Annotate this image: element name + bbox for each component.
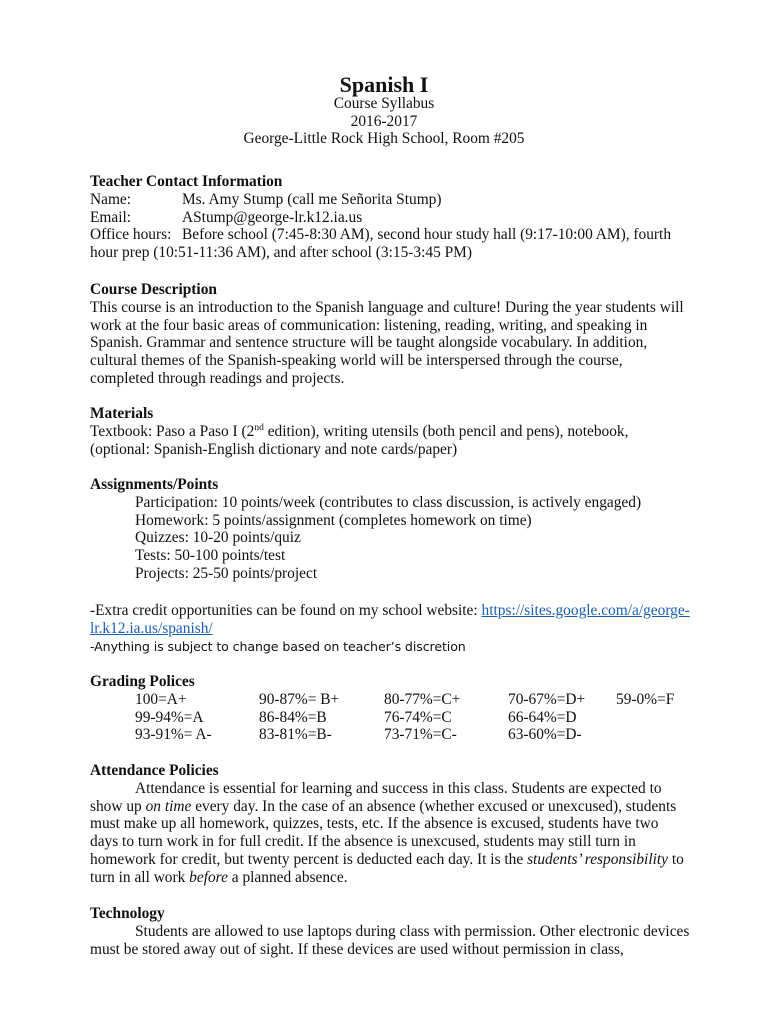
school-year: 2016-2017 (350, 112, 418, 130)
office-hours-label: Office hours: (90, 226, 172, 244)
name-label: Name: (90, 190, 132, 208)
school-website-link-continued[interactable]: lr.k12.ia.us/spanish/ (90, 619, 213, 637)
attendance-t2: every day. In the case of an absence (whether excused or unexcused), students must make up all homework, quizzes, tests, etc. If the absence is excused, students have two days to turn work in for full credit. If the absence is unexcused, students may still turn in homework for credit, but twenty percent is deducted each day. It is the (90, 797, 677, 868)
grade-cell: 59-0%=F (616, 690, 675, 708)
grade-cell: 100=A+ (135, 690, 187, 708)
technology-heading: Technology (90, 905, 165, 922)
grade-cell: 66-64%=D (508, 708, 577, 726)
contact-section (90, 173, 690, 262)
email-row (90, 209, 690, 227)
attendance-em2: students’ responsibility (527, 850, 668, 868)
grade-cell: 90-87%= B+ (259, 690, 340, 708)
grade-row (135, 726, 674, 744)
extra-credit-line (90, 602, 690, 620)
attendance-heading: Attendance Policies (90, 762, 219, 779)
school-info: George-Little Rock High School, Room #205 (243, 130, 525, 148)
grade-cell: 83-81%=B- (259, 726, 332, 744)
assignment-item: Projects: 25-50 points/project (135, 564, 318, 582)
grade-row (135, 691, 674, 709)
technology-section (90, 905, 690, 958)
school-website-link[interactable]: https://sites.google.com/a/george- (481, 602, 690, 619)
grading-section (90, 673, 690, 744)
assignment-item: Homework: 5 points/assignment (completes homework on time) (135, 511, 532, 529)
name-row (90, 191, 690, 209)
assignment-item: Quizzes: 10-20 points/quiz (135, 529, 301, 547)
grade-row (135, 709, 674, 727)
grade-cell: 63-60%=D- (508, 726, 582, 744)
email-label: Email: (90, 208, 132, 226)
contact-heading: Teacher Contact Information (90, 173, 283, 190)
subject-to-change-note: -Anything is subject to change based on teacher’s discretion (90, 638, 466, 654)
materials-sup: nd (254, 422, 264, 433)
grading-table (135, 691, 674, 744)
attendance-text (90, 780, 690, 887)
assignment-item: Participation: 10 points/week (contributes to class discussion, is actively engaged) (135, 493, 642, 511)
materials-text-a: Textbook: Paso a Paso I (2 (90, 422, 255, 440)
attendance-t3: to turn in all work (90, 850, 684, 886)
extra-credit-text: -Extra credit opportunities can be found on my school website: (90, 602, 482, 619)
materials-section (90, 405, 690, 458)
grade-cell: 73-71%=C- (384, 726, 457, 744)
name-value: Ms. Amy Stump (call me Señorita Stump) (182, 190, 442, 208)
grading-heading: Grading Polices (90, 673, 195, 690)
page-title: Spanish I (339, 72, 429, 97)
link-continued (90, 620, 690, 638)
assignment-item: Tests: 50-100 points/test (135, 547, 286, 565)
office-hours-row (90, 226, 690, 244)
materials-text-b: edition), writing utensils (both pencil and pens), notebook, (263, 422, 629, 440)
grade-cell: 76-74%=C (384, 708, 452, 726)
office-hours-value: Before school (7:45-8:30 AM), second hour study hall (9:17-10:00 AM), fourth (182, 226, 672, 244)
attendance-em3: before (189, 868, 228, 886)
notes-section (90, 602, 690, 655)
grade-cell (616, 726, 674, 744)
grade-cell (616, 709, 674, 727)
description-section (90, 281, 690, 388)
attendance-em1: on time (145, 797, 192, 815)
assignments-heading: Assignments/Points (90, 476, 219, 493)
attendance-t4: a planned absence. (227, 868, 348, 886)
email-value: AStump@george-lr.k12.ia.us (182, 208, 363, 226)
description-heading: Course Description (90, 281, 217, 298)
attendance-section (90, 762, 690, 887)
assignments-section (90, 476, 690, 583)
grade-cell: 86-84%=B (259, 708, 327, 726)
materials-line1 (90, 423, 690, 441)
materials-heading: Materials (90, 405, 154, 422)
grade-cell: 80-77%=C+ (384, 690, 461, 708)
office-hours-continued: hour prep (10:51-11:36 AM), and after school (3:15-3:45 PM) (90, 244, 472, 262)
document-header (0, 72, 768, 148)
description-text: This course is an introduction to the Spanish language and culture! During the year students will work at the four basic areas of communication: listening, reading, writing, and speaking in Spanish. Grammar and sentence structure will be taught alongside vocabulary. In addition, cultural themes of the Spanish-speaking world will be interspersed through the course, completed through readings and projects. (90, 298, 684, 387)
attendance-t1: Attendance is essential for learning and success in this class. Students are expected to show up (90, 779, 662, 815)
materials-line2: (optional: Spanish-English dictionary and note cards/paper) (90, 440, 458, 458)
subtitle: Course Syllabus (333, 94, 435, 112)
technology-text: Students are allowed to use laptops during class with permission. Other electronic devices must be stored away out of sight. If these devices are used without permission in class, (90, 922, 690, 958)
grade-cell: 99-94%=A (135, 708, 204, 726)
grade-cell: 70-67%=D+ (508, 690, 586, 708)
grade-cell: 93-91%= A- (135, 726, 212, 744)
